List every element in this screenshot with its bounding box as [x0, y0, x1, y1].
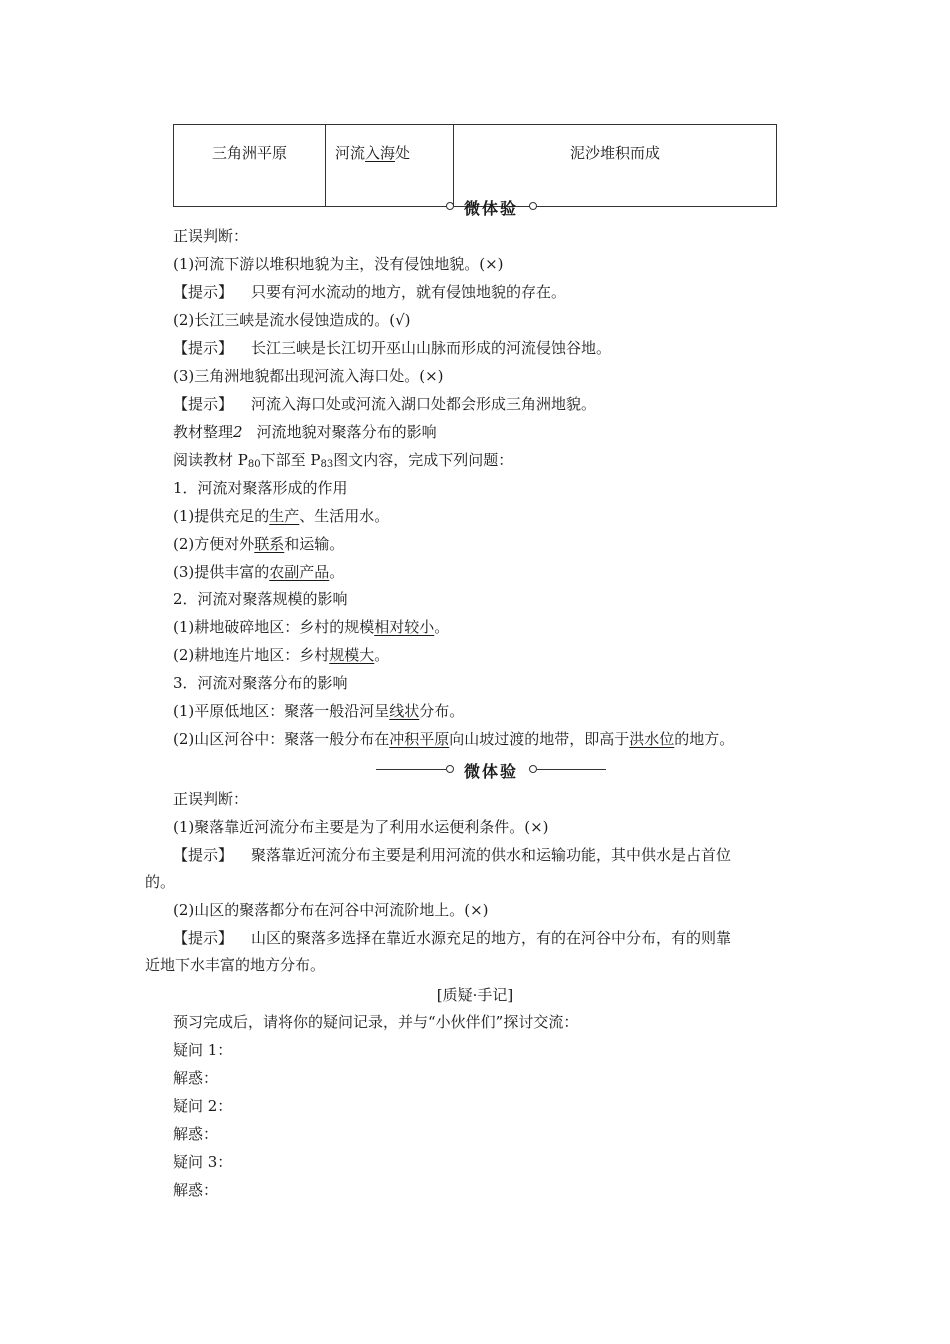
- table-cell-location: [326, 125, 454, 207]
- notes-intro: 预习完成后，请将你的疑问记录，并与“小伙伴们”探讨交流：: [173, 1013, 579, 1031]
- question-prompt: 疑问 1：: [173, 1041, 233, 1059]
- hint-line: [173, 394, 596, 414]
- subheading: 1．河流对聚落形成的作用: [173, 479, 348, 497]
- cell-text: 三角洲平原: [211, 144, 287, 162]
- text: (2)方便对外: [173, 535, 255, 553]
- hint-continuation: 的。: [145, 873, 176, 891]
- title-prefix: 教材整理: [173, 423, 234, 441]
- banner-label: 微体验: [463, 762, 518, 781]
- text: (1)耕地破碎地区：乡村的规模: [173, 618, 375, 636]
- banner-dot: [529, 202, 537, 210]
- cell-text: 泥沙堆积而成: [569, 144, 660, 162]
- answer-prompt: 解惑：: [173, 1181, 219, 1199]
- list-item: [173, 729, 734, 749]
- banner-dot: [529, 765, 537, 773]
- hint-text: 山区的聚落多选择在靠近水源充足的地方，有的在河谷中分布，有的则靠: [251, 929, 732, 947]
- notes-title: [质疑·手记]: [436, 986, 514, 1004]
- text: 的地方。: [674, 730, 735, 748]
- reading-instruction: [173, 450, 513, 475]
- list-item: [173, 701, 464, 721]
- list-item: [173, 645, 389, 665]
- page-subscript: 83: [320, 459, 334, 470]
- subheading: 2．河流对聚落规模的影响: [173, 590, 348, 608]
- text: (3)提供丰富的: [173, 563, 270, 581]
- hint-text: 河流入海口处或河流入湖口处都会形成三角洲地貌。: [251, 395, 597, 413]
- list-item: [173, 617, 449, 637]
- hint-label: 【提示】: [173, 339, 234, 357]
- hint-text: 只要有河水流动的地方，就有侵蚀地貌的存在。: [251, 283, 567, 301]
- text: 。: [329, 563, 345, 581]
- hint-continuation: 近地下水丰富的地方分布。: [145, 956, 326, 974]
- judgement-intro: 正误判断：: [173, 227, 249, 245]
- hint-line: [173, 338, 611, 358]
- blank-answer: 洪水位: [629, 730, 675, 748]
- text: 图文内容，完成下列问题：: [333, 451, 514, 469]
- landform-table: [173, 124, 777, 207]
- list-item: [173, 534, 344, 554]
- text: 和运输。: [284, 535, 345, 553]
- hint-text: 聚落靠近河流分布主要是利用河流的供水和运输功能，其中供水是占首位: [251, 846, 732, 864]
- question-prompt: 疑问 2：: [173, 1097, 233, 1115]
- text: 分布。: [419, 702, 465, 720]
- cell-text: 处: [395, 144, 411, 162]
- answer-prompt: 解惑：: [173, 1069, 219, 1087]
- text: (1)平原低地区：聚落一般沿河呈: [173, 702, 390, 720]
- text: (2)耕地连片地区：乡村: [173, 646, 330, 664]
- hint-line: [173, 845, 731, 865]
- question: (2)长江三峡是流水侵蚀造成的。(√): [173, 311, 411, 329]
- blank-answer: 入海: [365, 144, 396, 162]
- table-cell-landform: [174, 125, 326, 207]
- question: (1)聚落靠近河流分布主要是为了利用水运便利条件。(×): [173, 818, 549, 836]
- question: (1)河流下游以堆积地貌为主，没有侵蚀地貌。(×): [173, 255, 504, 273]
- text: 。: [374, 646, 390, 664]
- blank-answer: 线状: [389, 702, 420, 720]
- text: 向山坡过渡的地带，即高于: [449, 730, 630, 748]
- text: 阅读教材 P: [173, 451, 248, 469]
- title-number: 2: [233, 423, 243, 441]
- hint-text: 长江三峡是长江切开巫山山脉而形成的河流侵蚀谷地。: [251, 339, 612, 357]
- question: (2)山区的聚落都分布在河谷中河流阶地上。(×): [173, 901, 489, 919]
- table-cell-cause: [454, 125, 777, 207]
- answer-prompt: 解惑：: [173, 1125, 219, 1143]
- section-title: [173, 422, 437, 442]
- hint-label: 【提示】: [173, 846, 234, 864]
- question-prompt: 疑问 3：: [173, 1153, 233, 1171]
- hint-line: [173, 928, 731, 948]
- blank-answer: 农副产品: [269, 563, 330, 581]
- text: 、生活用水。: [299, 507, 390, 525]
- blank-answer: 冲积平原: [389, 730, 450, 748]
- cell-text: 河流: [335, 144, 366, 162]
- banner-rule: [537, 206, 606, 207]
- subheading: 3．河流对聚落分布的影响: [173, 674, 348, 692]
- text: (2)山区河谷中：聚落一般分布在: [173, 730, 390, 748]
- text: (1)提供充足的: [173, 507, 270, 525]
- list-item: [173, 562, 344, 582]
- blank-answer: 相对较小: [374, 618, 435, 636]
- hint-label: 【提示】: [173, 929, 234, 947]
- title-text: 河流地貌对聚落分布的影响: [256, 423, 437, 441]
- list-item: [173, 506, 389, 526]
- hint-label: 【提示】: [173, 395, 234, 413]
- blank-answer: 生产: [269, 507, 300, 525]
- text: 下部至 P: [260, 451, 321, 469]
- banner-label: 微体验: [463, 199, 518, 218]
- blank-answer: 联系: [254, 535, 285, 553]
- section-banner: [376, 196, 606, 218]
- hint-line: [173, 282, 566, 302]
- hint-label: 【提示】: [173, 283, 234, 301]
- page-subscript: 80: [247, 459, 261, 470]
- section-banner: [376, 759, 606, 781]
- table-row: [174, 125, 777, 207]
- banner-rule: [537, 769, 606, 770]
- blank-answer: 规模大: [329, 646, 375, 664]
- text: 。: [434, 618, 450, 636]
- judgement-intro: 正误判断：: [173, 790, 249, 808]
- question: (3)三角洲地貌都出现河流入海口处。(×): [173, 367, 444, 385]
